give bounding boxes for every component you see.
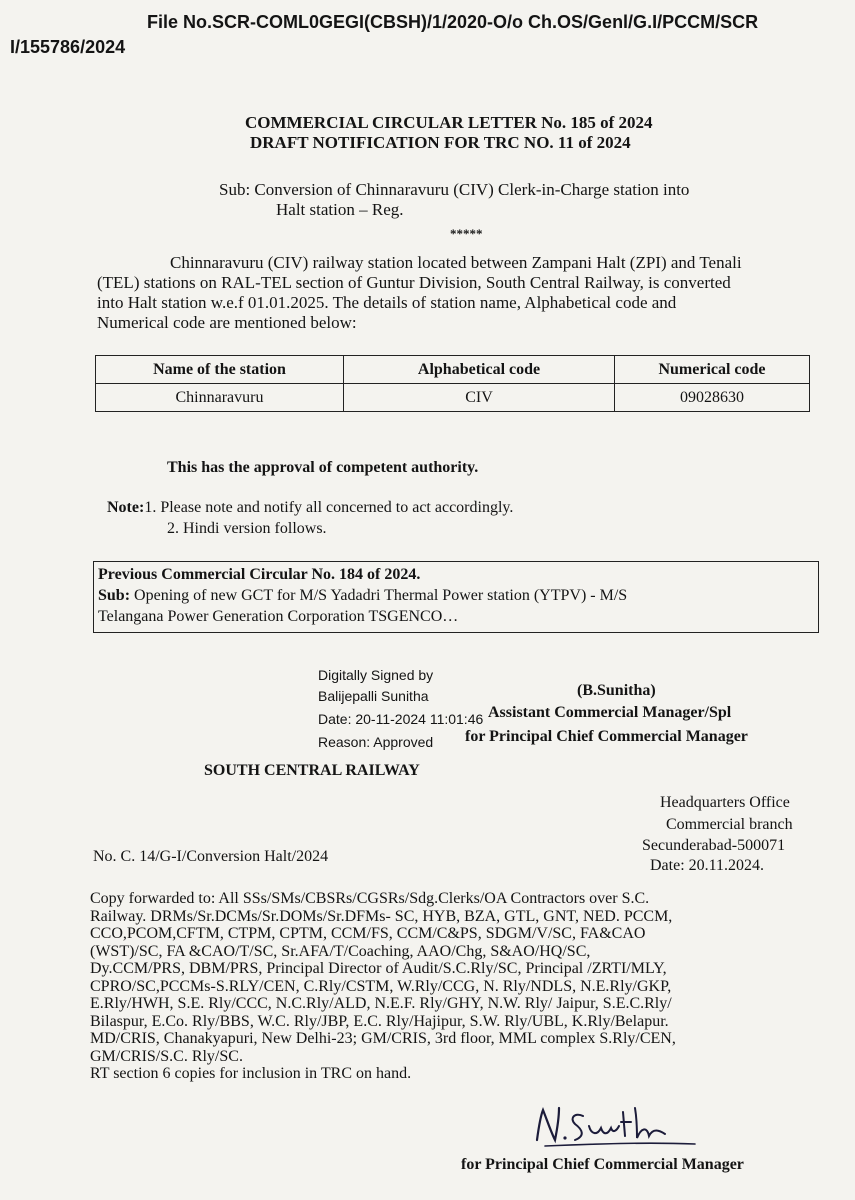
reference-number: No. C. 14/G-I/Conversion Halt/2024 xyxy=(93,848,329,865)
body-line-2: (TEL) stations on RAL-TEL section of Guntur Division, South Central Railway, is converted xyxy=(97,273,731,292)
previous-sub-text-2: Telangana Power Generation Corporation TSGENCO… xyxy=(98,608,459,625)
file-number-line1: File No.SCR-COML0GEGI(CBSH)/1/2020-O/o Ch.OS/Genl/G.I/PCCM/SCR xyxy=(147,12,759,32)
copy-line: E.Rly/HWH, S.E. Rly/CCC, N.C.Rly/ALD, N.E.F. Rly/GHY, N.W. Rly/ Jaipur, S.E.C.Rly/ xyxy=(90,995,672,1012)
table-header-cell: Name of the station xyxy=(96,356,344,384)
address-line-2: Commercial branch xyxy=(666,816,793,833)
table-header-cell: Numerical code xyxy=(615,356,810,384)
subject-line1: Sub: Conversion of Chinnaravuru (CIV) Clerk-in-Charge station into xyxy=(219,180,690,199)
previous-sub-text-1: Opening of new GCT for M/S Yadadri Thermal Power station (YTPV) - M/S xyxy=(130,587,628,604)
digital-signature-reason: Reason: Approved xyxy=(318,734,434,750)
copy-line: (WST)/SC, FA &CAO/T/SC, Sr.AFA/T/Coaching, AAO/Chg, S&AO/HQ/SC, xyxy=(90,942,591,960)
body-line-4: Numerical code are mentioned below: xyxy=(97,313,357,332)
circular-title: COMMERCIAL CIRCULAR LETTER No. 185 of 2024 xyxy=(245,113,653,132)
body-line-1: Chinnaravuru (CIV) railway station located between Zampani Halt (ZPI) and Tenali xyxy=(170,253,742,272)
copy-line: MD/CRIS, Chanakyapuri, New Delhi-23; GM/CRIS, 3rd floor, MML complex S.Rly/CEN, xyxy=(90,1030,676,1047)
digital-signature-date: Date: 20-11-2024 11:01:46 xyxy=(318,711,484,727)
table-cell: CIV xyxy=(344,384,615,412)
signatory-designation: Assistant Commercial Manager/Spl xyxy=(488,704,732,721)
previous-circular-subject xyxy=(98,585,814,606)
table-row xyxy=(96,384,810,412)
previous-circular-title: Previous Commercial Circular No. 184 of 2024. xyxy=(98,566,421,583)
body-line-3: into Halt station w.e.f 01.01.2025. The details of station name, Alphabetical code and xyxy=(97,293,677,312)
railway-name: SOUTH CENTRAL RAILWAY xyxy=(204,762,420,779)
circular-subtitle: DRAFT NOTIFICATION FOR TRC NO. 11 of 2024 xyxy=(250,133,631,152)
table-cell: Chinnaravuru xyxy=(96,384,344,412)
table-header-row xyxy=(96,356,810,384)
separator-stars: ***** xyxy=(450,226,483,241)
station-code-table xyxy=(95,355,810,412)
address-line-1: Headquarters Office xyxy=(660,794,790,811)
signatory-for-line: for Principal Chief Commercial Manager xyxy=(465,728,748,745)
previous-circular-box xyxy=(93,561,819,633)
table-header-cell: Alphabetical code xyxy=(344,356,615,384)
approval-text: This has the approval of competent authority. xyxy=(167,459,479,476)
copy-line: Railway. DRMs/Sr.DCMs/Sr.DOMs/Sr.DFMs- SC, HYB, BZA, GTL, GNT, NED. PCCM, xyxy=(90,907,673,925)
digital-signature-line2: Balijepalli Sunitha xyxy=(318,688,429,704)
handwritten-signature xyxy=(525,1100,705,1155)
file-number-line2: I/155786/2024 xyxy=(10,37,126,57)
footer-for-line: for Principal Chief Commercial Manager xyxy=(461,1156,744,1173)
copy-line: Bilaspur, E.Co. Rly/BBS, W.C. Rly/JBP, E.C. Rly/Hajipur, S.W. Rly/UBL, K.Rly/Belapur. xyxy=(90,1012,669,1030)
letter-date: Date: 20.11.2024. xyxy=(650,857,765,874)
notes-block xyxy=(107,498,513,518)
note-item-2: 2. Hindi version follows. xyxy=(167,520,327,537)
signatory-name: (B.Sunitha) xyxy=(577,682,656,699)
copy-forwarded-list xyxy=(90,890,825,1083)
note-label: Note: xyxy=(107,499,145,516)
digital-signature-line1: Digitally Signed by xyxy=(318,667,434,683)
copy-line: CPRO/SC,PCCMs-S.RLY/CEN, C.Rly/CSTM, W.Rly/CCG, N. Rly/NDLS, N.E.Rly/GKP, xyxy=(90,977,672,995)
rt-section-line: RT section 6 copies for inclusion in TRC on hand. xyxy=(90,1065,412,1082)
copy-line: CCO,PCOM,CFTM, CTPM, CPTM, CCM/FS, CCM/C&PS, SDGM/V/SC, FA&CAO xyxy=(90,925,646,942)
subject-line2: Halt station – Reg. xyxy=(276,200,404,219)
table-cell: 09028630 xyxy=(615,384,810,412)
copy-line: Copy forwarded to: All SSs/SMs/CBSRs/CGSRs/Sdg.Clerks/OA Contractors over S.C. xyxy=(90,890,650,907)
previous-sub-label: Sub: xyxy=(98,587,131,604)
note-item-1: 1. Please note and notify all concerned to act accordingly. xyxy=(144,499,514,516)
address-line-3: Secunderabad-500071 xyxy=(642,837,786,854)
copy-line: Dy.CCM/PRS, DBM/PRS, Principal Director of Audit/S.C.Rly/SC, Principal /ZRTI/MLY, xyxy=(90,960,667,977)
copy-line: GM/CRIS/S.C. Rly/SC. xyxy=(90,1047,243,1065)
